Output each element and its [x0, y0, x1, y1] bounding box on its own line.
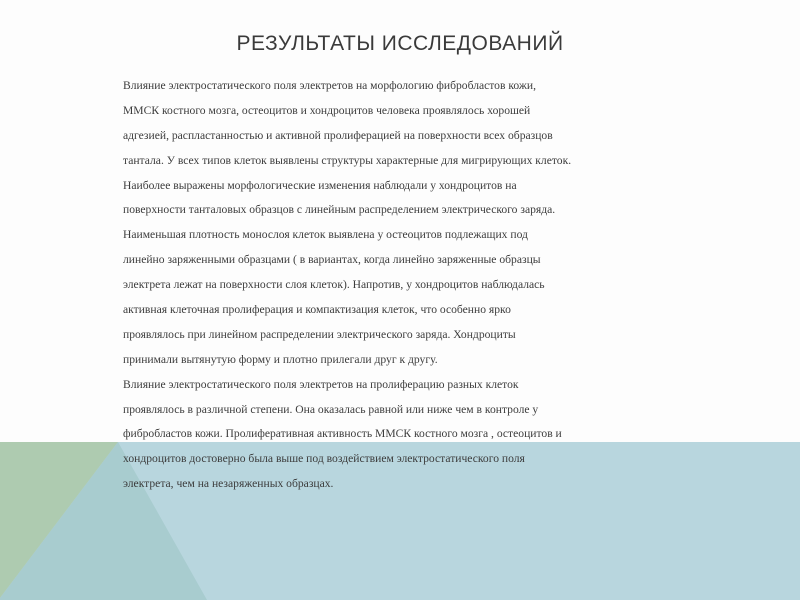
text-line: электрета лежат на поверхности слоя клеток). Напротив, у хондроцитов наблюдалась [123, 278, 545, 292]
text-line: фибробластов кожи. Пролиферативная активность ММСК костного мозга , остеоцитов и [123, 427, 562, 441]
text-line: адгезией, распластанностью и активной пролиферацией на поверхности всех образцов [123, 128, 553, 142]
text-line: проявлялось в различной степени. Она оказалась равной или ниже чем в контроле у [123, 402, 539, 416]
text-line: Наиболее выражены морфологические изменения наблюдали у хондроцитов на [123, 178, 517, 192]
text-line: ММСК костного мозга, остеоцитов и хондроцитов человека проявлялось хорошей [123, 103, 531, 117]
text-line: поверхности танталовых образцов с линейным распределением электрического заряда. [123, 203, 556, 217]
slide-body-text [123, 76, 683, 499]
text-line: тантала. У всех типов клеток выявлены структуры характерные для мигрирующих клеток. [123, 153, 572, 167]
text-line: Влияние электростатического поля электретов на морфологию фибробластов кожи, [123, 79, 537, 92]
slide-title: РЕЗУЛЬТАТЫ ИССЛЕДОВАНИЙ [236, 32, 564, 55]
text-line: Наименьшая плотность монослоя клеток выявлена у остеоцитов подлежащих под [123, 228, 528, 242]
text-line: Влияние электростатического поля электретов на пролиферацию разных клеток [123, 377, 519, 391]
text-line: проявлялось при линейном распределении электрического заряда. Хондроциты [123, 327, 516, 341]
text-line: принимали вытянутую форму и плотно прилегали друг к другу. [123, 352, 438, 366]
text-line: активная клеточная пролиферация и компактизация клеток, что особенно ярко [123, 303, 511, 317]
text-line: линейно заряженными образцами ( в вариантах, когда линейно заряженные образцы [123, 253, 541, 267]
text-line: хондроцитов достоверно была выше под воздействием электростатического поля [123, 452, 525, 466]
text-line: электрета, чем на незаряженных образцах. [123, 477, 334, 491]
